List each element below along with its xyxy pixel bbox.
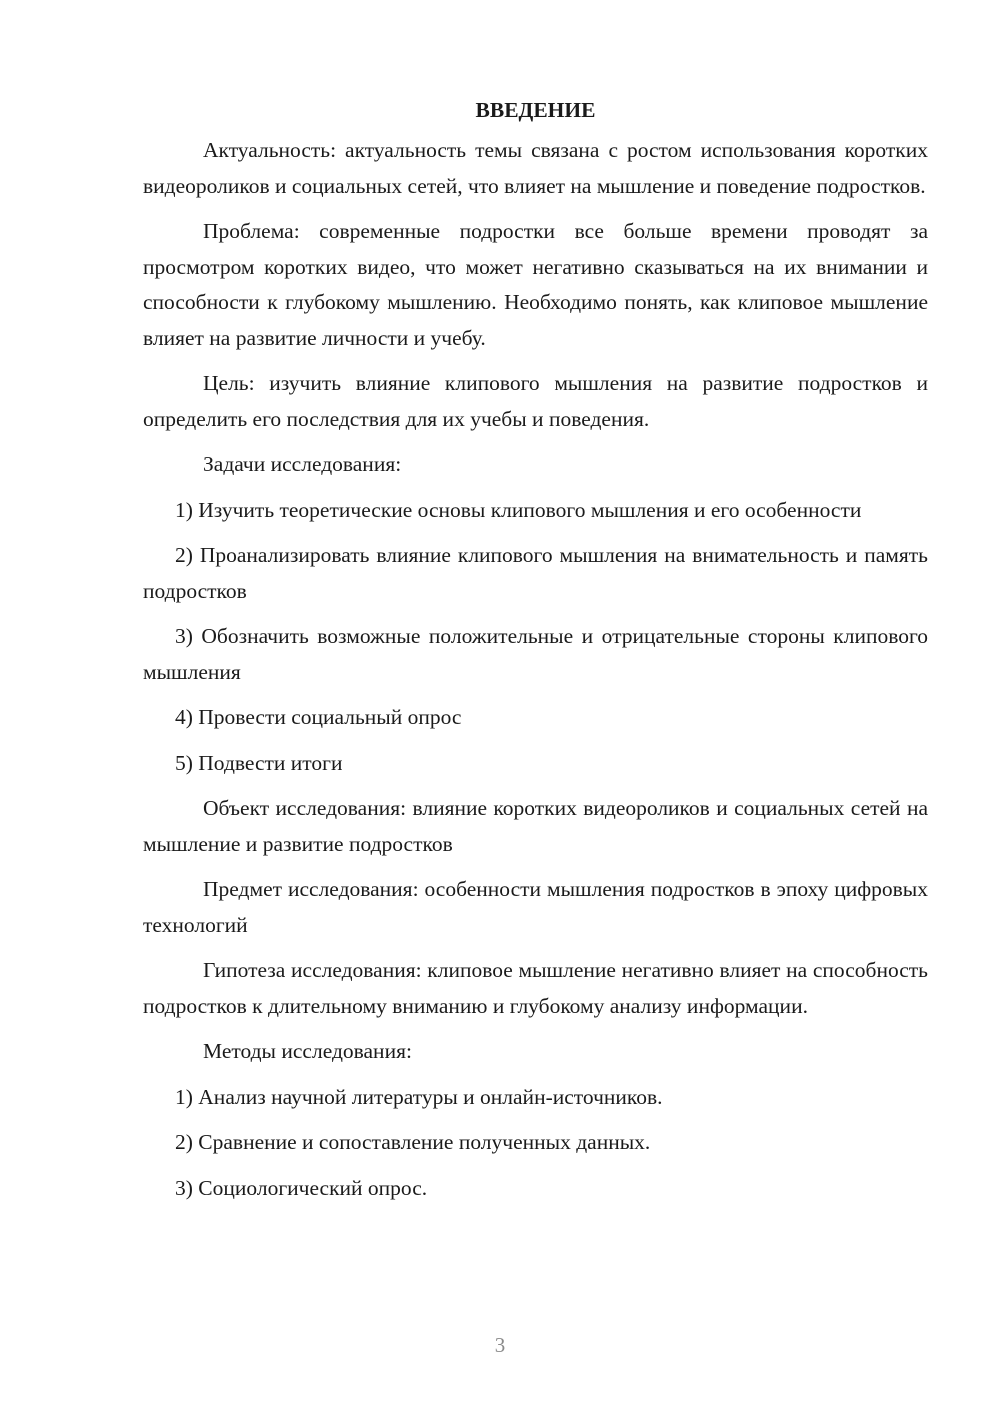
task-item-5: 5) Подвести итоги [175,750,343,775]
task-item-2: 2) Проанализировать влияние клипового мышления на внимательность и память подростков [143,543,928,603]
task-item-3: 3) Обозначить возможные положительные и отрицательные стороны клипового мышления [143,624,928,684]
task-item-1: 1) Изучить теоретические основы клипового мышления и его особенности [175,497,862,522]
goal-paragraph: Цель: изучить влияние клипового мышления на развитие подростков и определить его последствия для их учебы и поведения. [143,371,928,431]
methods-heading: Методы исследования: [203,1039,412,1063]
object-paragraph: Объект исследования: влияние коротких видеороликов и социальных сетей на мышление и развитие подростков [143,796,928,856]
relevance-paragraph: Актуальность: актуальность темы связана с ростом использования коротких видеороликов и социальных сетей, что влияет на мышление и поведение подростков. [143,138,928,198]
method-item-3: 3) Социологический опрос. [175,1175,428,1200]
tasks-heading: Задачи исследования: [203,452,402,476]
subject-paragraph: Предмет исследования: особенности мышления подростков в эпоху цифровых технологий [143,877,928,937]
task-item-4: 4) Провести социальный опрос [175,705,462,729]
document-page [143,92,928,1216]
method-item-2: 2) Сравнение и сопоставление полученных данных. [175,1130,651,1154]
hypothesis-paragraph: Гипотеза исследования: клиповое мышление негативно влияет на способность подростков к длительному вниманию и глубокому анализу информации. [143,958,928,1018]
section-title: ВВЕДЕНИЕ [475,98,596,122]
method-item-1: 1) Анализ научной литературы и онлайн-источников. [175,1084,663,1109]
page-number: 3 [494,1333,506,1357]
problem-paragraph: Проблема: современные подростки все больше времени проводят за просмотром коротких видео, что может негативно сказываться на их внимании и способности к глубокому мышлению. Необходимо понять, как клиповое мышление влияет на развитие личности и учебу. [143,219,928,350]
